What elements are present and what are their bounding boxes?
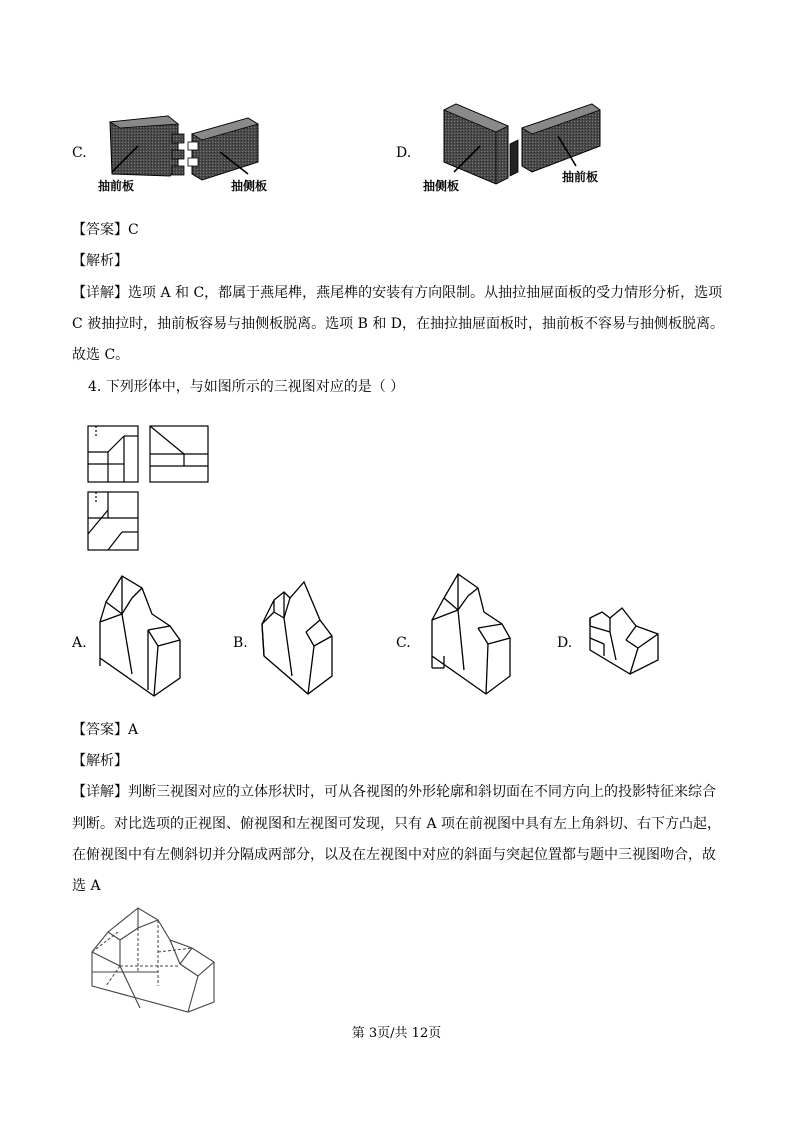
option-c-label: C. (72, 145, 87, 161)
q3-analysis-heading: 【解析】 (72, 253, 128, 269)
q3-detail-line-2: C 被抽拉时，抽前板容易与抽侧板脱离。选项 B 和 D，在抽拉抽屉面板时，抽前板不容易与抽侧板脱离。 (72, 316, 725, 332)
option-d-label: D. (396, 145, 412, 161)
q3-detail-line-1: 【详解】选项 A 和 C，都属于燕尾榫，燕尾榫的安装有方向限制。从抽拉抽屉面板的受力情形分析，选项 (72, 285, 723, 301)
q4-detail-line-2: 判断。对比选项的正视图、俯视图和左视图可发现，只有 A 项在前视图中具有左上角斜切、右下方凸起， (72, 816, 722, 832)
q4-detail-line-4: 选 A (72, 878, 101, 894)
option-d-side-board-label: 抽侧板 (423, 179, 460, 193)
q4-option-d-label: D. (557, 635, 573, 651)
three-view-drawing (86, 424, 212, 552)
q4-option-a-figure (92, 574, 188, 698)
q4-detail-line-1: 【详解】判断三视图对应的立体形状时，可从各视图的外形轮廓和斜切面在不同方向上的投影特征来综合 (72, 784, 716, 800)
q4-stem: 4. 下列形体中，与如图所示的三视图对应的是（ ） (88, 379, 405, 395)
q4-analysis-heading: 【解析】 (72, 753, 128, 769)
q4-option-b-label: B. (233, 635, 248, 651)
q4-option-d-figure (586, 604, 662, 676)
q4-option-b-figure (258, 580, 340, 698)
option-d-front-board-label: 抽前板 (562, 170, 599, 184)
q4-detail-line-3: 在俯视图中有左侧斜切并分隔成两部分，以及在左视图中对应的斜面与突起位置都与题中三视图吻合，故 (72, 847, 716, 863)
q3-detail-line-3: 故选 C。 (72, 347, 130, 363)
q4-explanation-figure (88, 906, 218, 1014)
q3-answer: 【答案】C (72, 222, 139, 238)
option-c-front-board-label: 抽前板 (98, 179, 135, 193)
q4-answer: 【答案】A (72, 722, 139, 738)
q4-option-c-figure (428, 572, 518, 698)
q4-option-c-label: C. (396, 635, 411, 651)
option-c-side-board-label: 抽侧板 (231, 179, 268, 193)
q4-option-a-label: A. (72, 635, 87, 651)
page-footer: 第 3页/共 12页 (351, 1026, 442, 1041)
